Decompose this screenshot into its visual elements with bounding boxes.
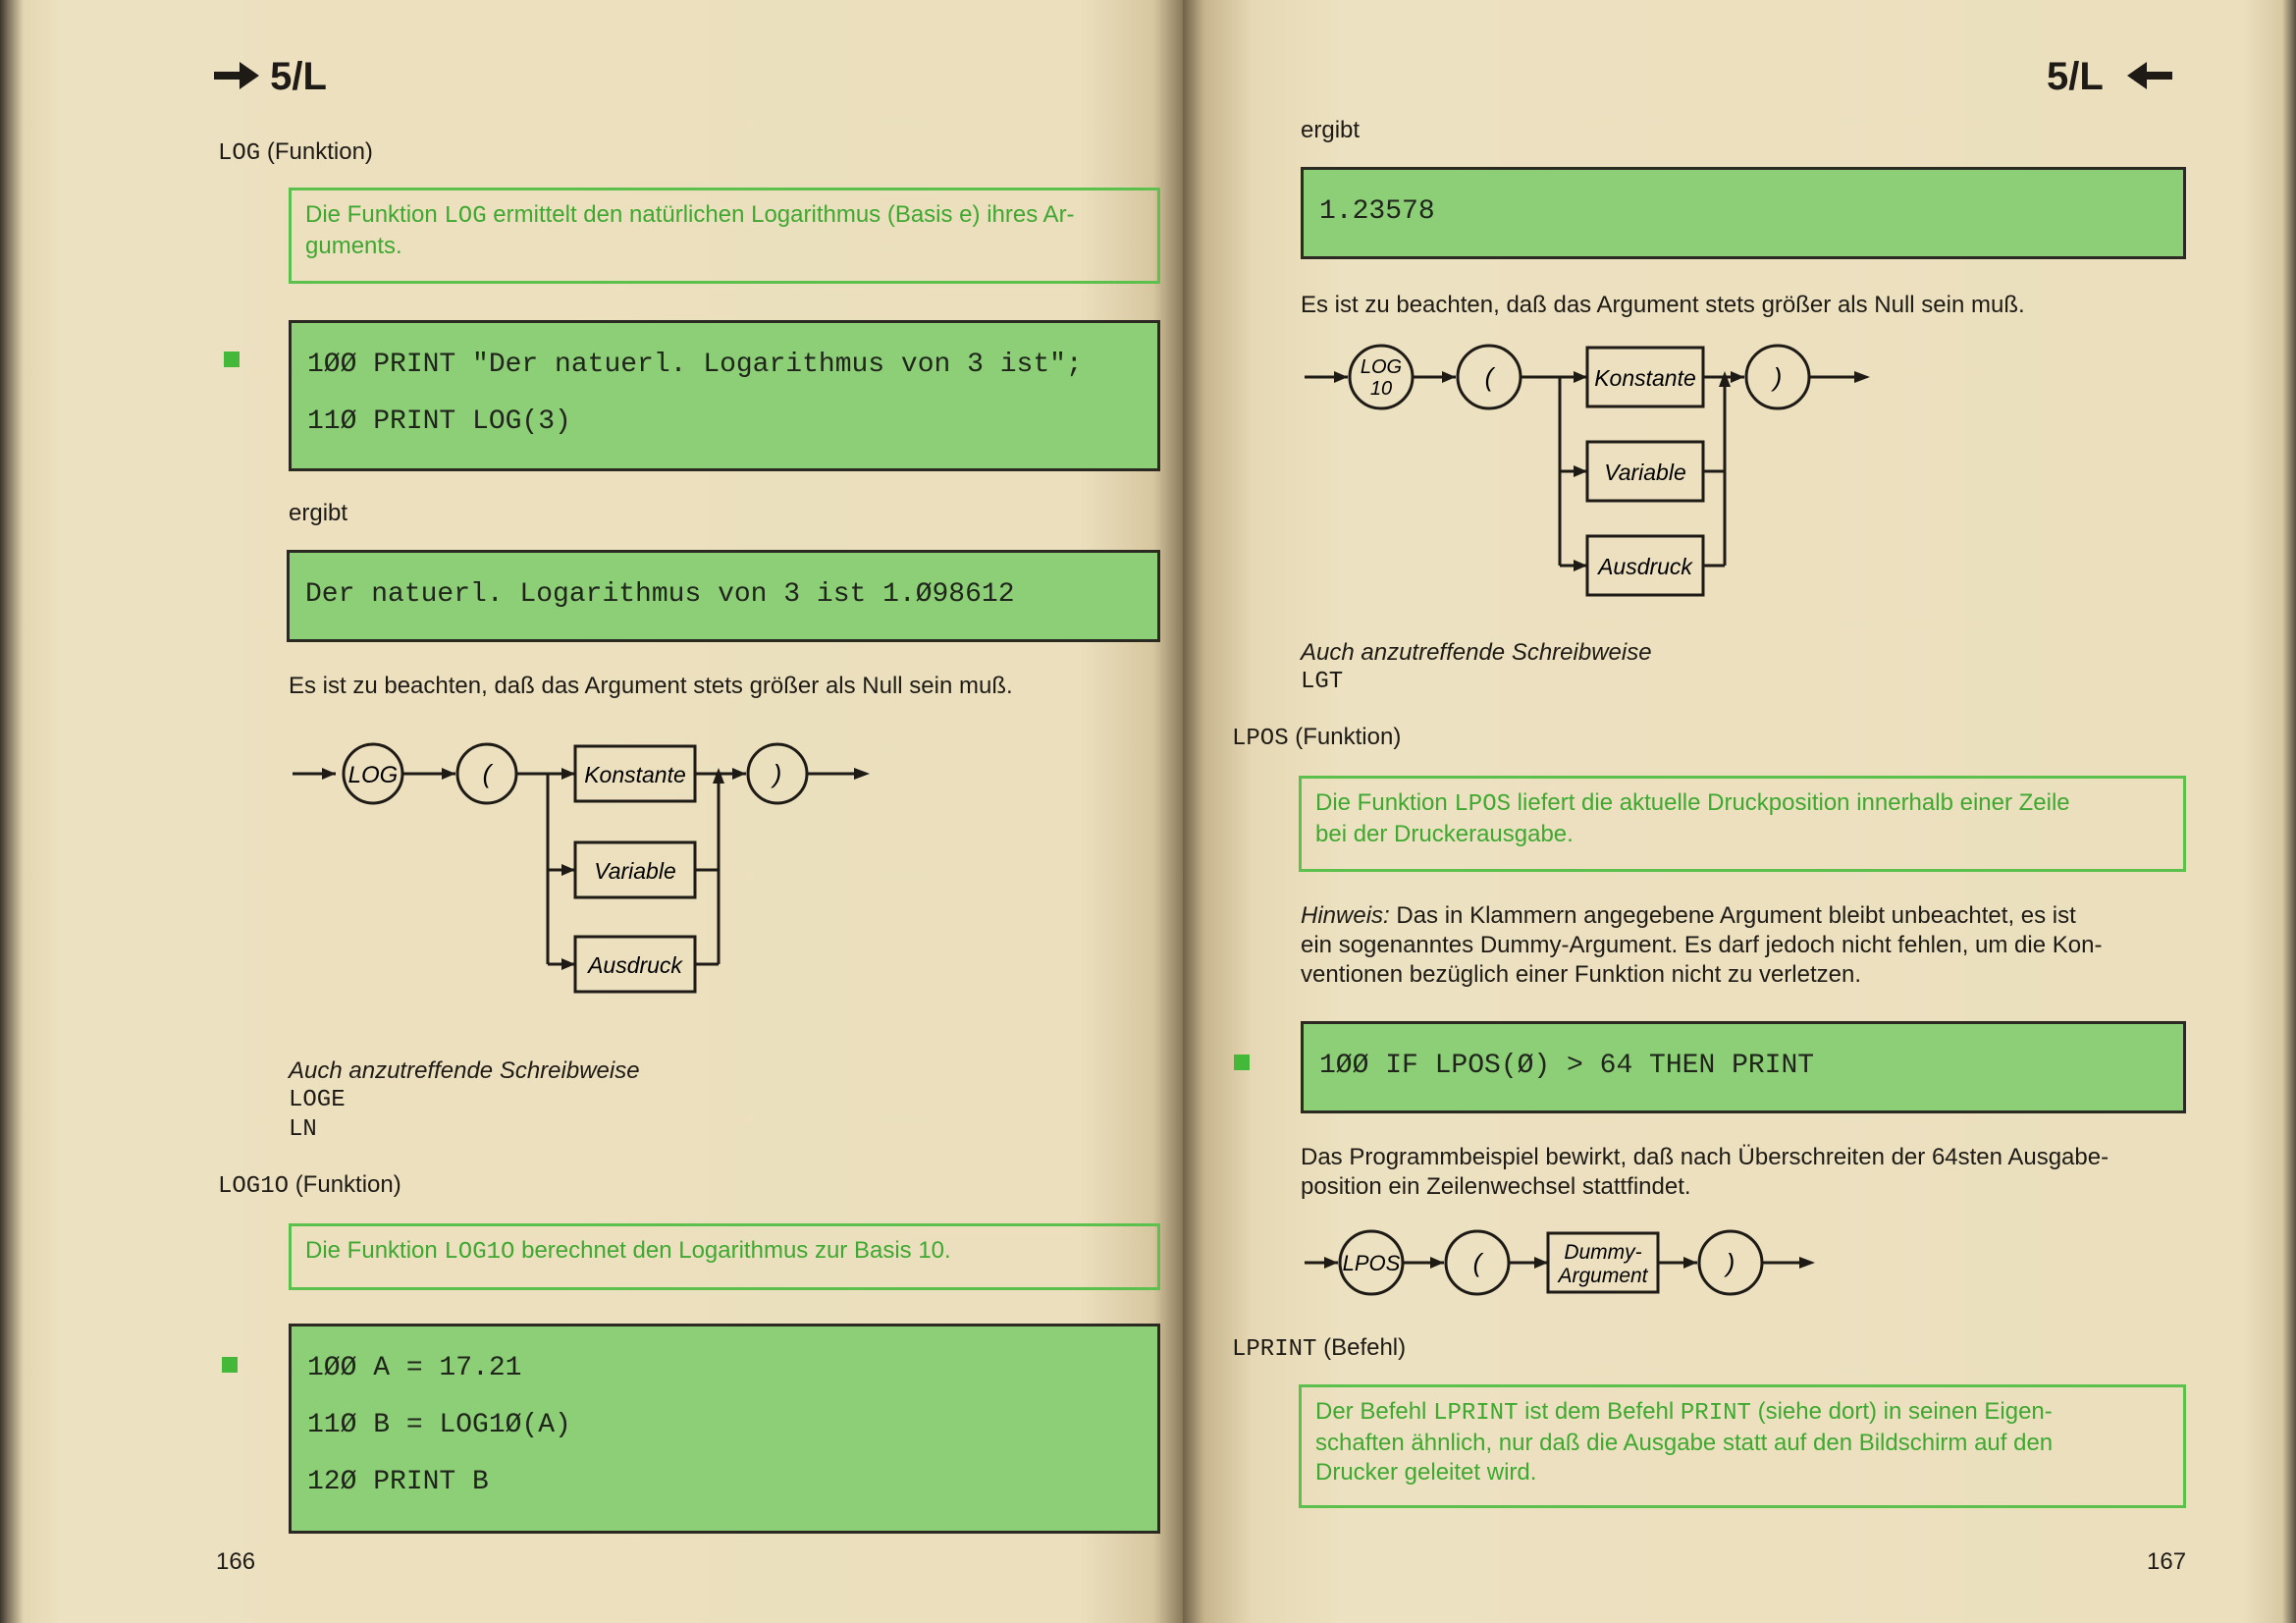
lprint-kind: (Befehl): [1323, 1334, 1407, 1361]
diagram-open-label: (: [482, 759, 492, 788]
def-text: ermittelt den natürlichen Logarithmus (Basis e) ihres Ar-: [486, 201, 1075, 228]
def-text: (siehe dort) in seinen Eigen-: [1750, 1398, 2053, 1425]
example-bullet-icon: [222, 1357, 238, 1373]
hint-text: Das in Klammern angegebene Argument bleibt unbeachtet, es ist: [1389, 902, 2076, 929]
lpos-section-title: [1232, 723, 1401, 754]
def-keyword: LPOS: [1454, 791, 1512, 818]
code-line: 12Ø PRINT B: [307, 1467, 489, 1497]
alt-value: LN: [289, 1116, 317, 1143]
log10-keyword: LOG1O: [218, 1173, 290, 1200]
diagram-option-label: Argument: [1558, 1265, 1648, 1287]
diagram-option-label: Dummy-: [1564, 1241, 1642, 1264]
left-header: [214, 55, 327, 99]
alt-value: LGT: [1301, 669, 1344, 695]
log10-section-title: [218, 1170, 401, 1202]
ergibt-label: ergibt: [289, 500, 348, 526]
diagram-option-label: Variable: [1604, 460, 1686, 485]
def-text: ist dem Befehl: [1518, 1398, 1681, 1425]
diagram-option-label: Konstante: [1594, 365, 1696, 391]
explain-text: Das Programmbeispiel bewirkt, daß nach Überschreiten der 64sten Ausgabe-: [1301, 1144, 2109, 1170]
lpos-code-box: [1301, 1021, 2186, 1113]
log-syntax-diagram: [291, 738, 880, 1003]
explain-text: position ein Zeilenwechsel stattfindet.: [1301, 1173, 1691, 1200]
diagram-func-label: LOG: [347, 762, 399, 788]
def-keyword: LOG: [444, 203, 487, 230]
code-line: 1ØØ PRINT "Der natuerl. Logarithmus von 3 ist";: [307, 350, 1083, 380]
page-number: 166: [216, 1548, 256, 1575]
def-text: Die Funktion: [1315, 789, 1455, 816]
diagram-func-label: LPOS: [1342, 1251, 1401, 1275]
def-text: bei der Druckerausgabe.: [1315, 821, 1574, 847]
alt-title: Auch anzutreffende Schreibweise: [1301, 639, 1652, 666]
lpos-definition-box: [1299, 776, 2186, 872]
def-text: Drucker geleitet wird.: [1315, 1459, 1537, 1486]
log-section-title: [218, 137, 373, 169]
lpos-hint: [1301, 901, 2188, 990]
result-line: 1.23578: [1319, 196, 1435, 227]
diagram-func-label: 10: [1369, 378, 1393, 400]
log-kind: (Funktion): [266, 138, 373, 165]
right-page: [1183, 0, 2296, 1623]
def-text: Der Befehl: [1315, 1398, 1434, 1425]
diagram-func-label: LOG: [1360, 356, 1403, 378]
log10-definition-box: [289, 1223, 1160, 1290]
log10-result-box: [1301, 167, 2186, 259]
lpos-explanation: [1301, 1143, 2188, 1202]
example-bullet-icon: [224, 352, 240, 367]
diagram-option-label: Variable: [594, 858, 676, 884]
code-line: 1ØØ A = 17.21: [307, 1353, 522, 1383]
def-keyword: LPRINT: [1433, 1400, 1519, 1427]
diagram-open-label: (: [1484, 362, 1494, 392]
page-number: 167: [2147, 1548, 2187, 1575]
def-text: schaften ähnlich, nur daß die Ausgabe statt auf den Bildschirm auf den: [1315, 1430, 2054, 1456]
left-header-label: 5/L: [270, 55, 327, 98]
log-definition-box: [289, 188, 1160, 284]
diagram-option-label: Ausdruck: [588, 952, 682, 978]
diagram-close-label: ): [773, 759, 782, 788]
diagram-close-label: ): [1773, 362, 1783, 392]
log10-note: Es ist zu beachten, daß das Argument stets größer als Null sein muß.: [1301, 292, 2025, 318]
log10-syntax-diagram: [1303, 342, 1892, 607]
def-text: liefert die aktuelle Druckposition innerhalb einer Zeile: [1511, 789, 2070, 816]
def-keyword: LOG1O: [444, 1239, 515, 1266]
alt-value: LOGE: [289, 1087, 346, 1113]
def-keyword: PRINT: [1680, 1400, 1751, 1427]
log10-code-box: [289, 1324, 1160, 1534]
def-text: Die Funktion: [305, 1237, 445, 1264]
code-line: 11Ø B = LOG1Ø(A): [307, 1410, 571, 1440]
hint-text: ventionen bezüglich einer Funktion nicht zu verletzen.: [1301, 961, 1862, 988]
log-note: Es ist zu beachten, daß das Argument stets größer als Null sein muß.: [289, 673, 1013, 699]
log-keyword: LOG: [218, 140, 261, 167]
log-result-box: [287, 550, 1160, 642]
log10-kind: (Funktion): [294, 1171, 401, 1198]
ergibt-label: ergibt: [1301, 117, 1361, 143]
log-code-box: [289, 320, 1160, 471]
example-bullet-icon: [1234, 1055, 1250, 1070]
arrow-right-icon: [214, 55, 259, 99]
result-line: Der natuerl. Logarithmus von 3 ist 1.Ø98612: [305, 579, 1015, 610]
code-line: 11Ø PRINT LOG(3): [307, 406, 571, 437]
diagram-open-label: (: [1472, 1248, 1482, 1277]
def-text: Die Funktion: [305, 201, 445, 228]
lpos-syntax-diagram: [1303, 1227, 1892, 1306]
def-text: guments.: [305, 233, 402, 259]
hint-text: ein sogenanntes Dummy-Argument. Es darf jedoch nicht fehlen, um die Kon-: [1301, 932, 2103, 958]
lprint-keyword: LPRINT: [1232, 1336, 1317, 1363]
def-text: berechnet den Logarithmus zur Basis 10.: [514, 1237, 951, 1264]
hint-label: Hinweis:: [1301, 902, 1390, 929]
alt-title: Auch anzutreffende Schreibweise: [289, 1057, 640, 1084]
lpos-kind: (Funktion): [1295, 724, 1402, 750]
right-header-label: 5/L: [2047, 55, 2104, 98]
lprint-section-title: [1232, 1333, 1406, 1365]
lpos-keyword: LPOS: [1232, 726, 1289, 752]
right-header: [2047, 55, 2172, 99]
code-line: 1ØØ IF LPOS(Ø) > 64 THEN PRINT: [1319, 1051, 1815, 1081]
arrow-left-icon: [2127, 55, 2172, 99]
diagram-close-label: ): [1726, 1248, 1735, 1277]
diagram-option-label: Ausdruck: [1598, 554, 1692, 579]
lprint-definition-box: [1299, 1384, 2186, 1508]
diagram-option-label: Konstante: [584, 762, 686, 787]
